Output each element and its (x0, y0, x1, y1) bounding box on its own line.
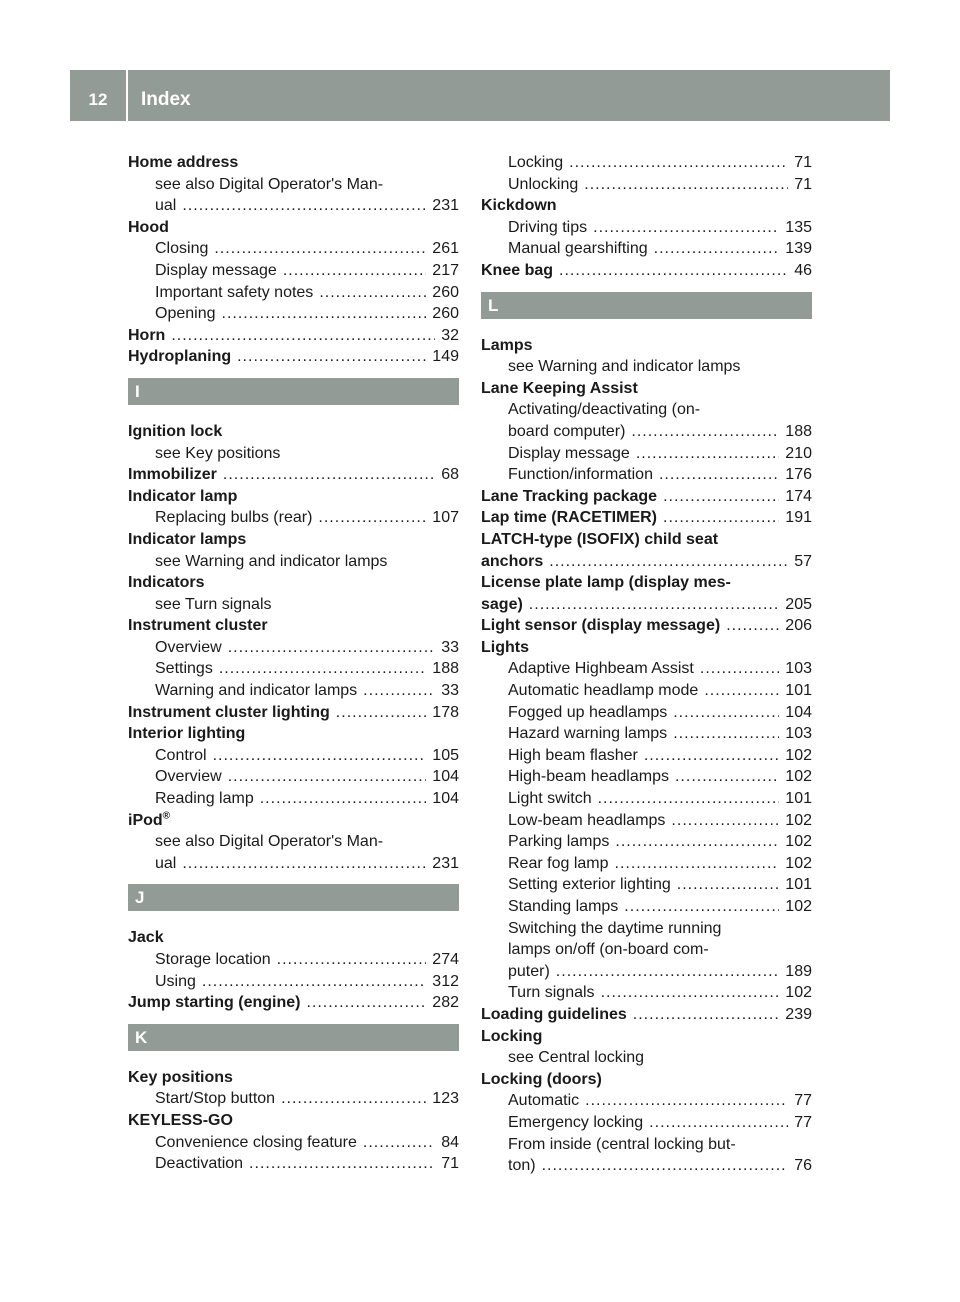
entry-label: Important safety notes (155, 283, 314, 301)
page-reference: 46 (794, 261, 812, 279)
page-reference: 139 (785, 240, 812, 258)
entry-label: Indicator lamp (128, 487, 238, 505)
dot-leader (223, 464, 435, 486)
entry-label: Manual gearshifting (508, 240, 648, 258)
header-divider (126, 70, 128, 121)
dot-leader (663, 486, 779, 508)
entry-label: Storage location (155, 951, 271, 968)
index-entry (128, 1110, 459, 1132)
entry-label: see Key positions (155, 444, 281, 462)
index-subentry (481, 810, 812, 832)
dot-leader (631, 421, 779, 443)
dot-leader (260, 788, 427, 810)
entry-label: Immobilizer (128, 466, 217, 484)
page-reference: 191 (785, 509, 812, 527)
index-subentry (481, 152, 812, 174)
index-subentry (481, 238, 812, 260)
dot-leader (649, 1112, 788, 1134)
index-subentry (128, 195, 459, 217)
dot-leader (700, 658, 779, 680)
entry-label: Locking (508, 154, 564, 171)
dot-leader (633, 1004, 780, 1026)
entry-label: Instrument cluster (128, 617, 268, 635)
entry-label: Driving tips (508, 218, 588, 236)
entry-label: License plate lamp (display mes- (481, 574, 731, 592)
dot-leader (559, 260, 788, 282)
index-subentry (481, 745, 812, 767)
index-subentry (128, 260, 459, 282)
index-entry (481, 1004, 812, 1026)
index-subentry (481, 1090, 812, 1112)
index-subentry (481, 896, 812, 918)
dot-leader (171, 325, 435, 347)
entry-label: Warning and indicator lamps (155, 682, 358, 700)
entry-label: Instrument cluster lighting (128, 703, 330, 721)
index-entry (128, 927, 459, 949)
dot-leader (228, 637, 436, 659)
dot-leader (585, 1090, 788, 1112)
page-reference: 84 (441, 1133, 459, 1151)
dot-leader (569, 152, 788, 174)
index-entry (128, 572, 459, 594)
page-number: 12 (88, 90, 108, 109)
entry-label: Standing lamps (508, 898, 619, 915)
dot-leader (336, 702, 427, 724)
dot-leader (237, 346, 426, 368)
section-header-letter: L (481, 292, 812, 319)
index-subentry (481, 982, 812, 1004)
entry-label: Automatic (508, 1092, 580, 1110)
entry-label: ton) (508, 1157, 536, 1175)
entry-label: Locking (doors) (481, 1070, 602, 1088)
page-reference: 102 (785, 984, 812, 1002)
page-reference: 32 (441, 326, 459, 344)
dot-leader (363, 680, 435, 702)
page-reference: 102 (785, 854, 812, 872)
entry-label: Adaptive Highbeam Assist (508, 660, 694, 678)
page-reference: 102 (785, 833, 812, 851)
dot-leader (726, 615, 779, 637)
index-subentry (128, 853, 459, 875)
registered-mark: ® (162, 810, 171, 822)
entry-label: Reading lamp (155, 790, 254, 808)
index-subentry (481, 658, 812, 680)
entry-label: Fogged up headlamps (508, 703, 668, 721)
entry-label: see also Digital Operator's Man- (155, 833, 384, 851)
page-reference: 33 (441, 638, 459, 656)
page-reference: 178 (432, 703, 459, 721)
page-reference: 174 (785, 487, 812, 505)
index-subentry (128, 1088, 459, 1110)
index-entry (128, 1067, 459, 1089)
page-reference: 188 (785, 422, 812, 440)
page-reference: 231 (432, 197, 459, 215)
entry-label: Lamps (481, 336, 533, 354)
entry-label: Overview (155, 638, 222, 656)
index-subentry (128, 443, 459, 465)
dot-leader (663, 507, 779, 529)
entry-label: Replacing bulbs (rear) (155, 509, 313, 527)
index-subentry (128, 303, 459, 325)
index-subentry (481, 788, 812, 810)
entry-label: sage) (481, 595, 523, 613)
index-entry (128, 152, 459, 174)
index-entry (481, 378, 812, 400)
entry-label: LATCH-type (ISOFIX) child seat (481, 530, 719, 548)
index-subentry (481, 1047, 812, 1069)
index-subentry (481, 443, 812, 465)
entry-label: Setting exterior lighting (508, 876, 671, 894)
dot-leader (556, 961, 780, 983)
page-reference: 217 (432, 261, 459, 279)
page-reference: 71 (794, 175, 812, 193)
dot-leader (213, 745, 427, 767)
entry-label: Home address (128, 154, 239, 171)
dot-leader (654, 238, 780, 260)
index-subentry (128, 594, 459, 616)
index-subentry (128, 788, 459, 810)
dot-leader (318, 507, 426, 529)
page-reference: 76 (794, 1157, 812, 1175)
index-entry (481, 1069, 812, 1091)
entry-label: see Central locking (508, 1049, 645, 1067)
page-reference: 210 (785, 444, 812, 462)
dot-leader (281, 1088, 426, 1110)
index-subentry (481, 702, 812, 724)
page-reference: 104 (432, 768, 459, 786)
index-subentry (128, 745, 459, 767)
page-reference: 102 (785, 811, 812, 829)
page-reference: 103 (785, 660, 812, 678)
dot-leader (671, 810, 779, 832)
index-subentry (128, 971, 459, 993)
entry-label: Loading guidelines (481, 1005, 627, 1023)
dot-leader (222, 303, 427, 325)
index-entry (128, 421, 459, 443)
index-entry (128, 615, 459, 637)
index-entry (481, 507, 812, 529)
index-subentry (481, 399, 812, 421)
entry-label: ual (155, 197, 177, 215)
page-reference: 103 (785, 725, 812, 743)
index-subentry (481, 1134, 812, 1156)
index-entry (128, 486, 459, 508)
index-subentry (481, 464, 812, 486)
section-header-letter: J (128, 884, 459, 911)
index-subentry (481, 831, 812, 853)
entry-label: Horn (128, 326, 166, 344)
entry-label: Hydroplaning (128, 348, 232, 366)
index-subentry (481, 356, 812, 378)
entry-label: Key positions (128, 1068, 233, 1086)
index-entry (481, 260, 812, 282)
index-subentry (481, 680, 812, 702)
page-reference: 135 (785, 218, 812, 236)
index-entry (128, 702, 459, 724)
entry-label: Interior lighting (128, 725, 246, 743)
dot-leader (529, 594, 780, 616)
index-entry (128, 464, 459, 486)
entry-label: Low-beam headlamps (508, 811, 666, 829)
index-subentry (128, 766, 459, 788)
dot-leader (228, 766, 427, 788)
index-subentry (481, 918, 812, 940)
entry-label: anchors (481, 552, 544, 570)
page-reference: 149 (432, 348, 459, 366)
dot-leader (659, 464, 779, 486)
page-reference: 77 (794, 1113, 812, 1131)
entry-label: board computer) (508, 422, 626, 440)
entry-label: iPod® (128, 810, 171, 829)
index-entry (128, 346, 459, 368)
dot-leader (704, 680, 779, 702)
entry-label: Hazard warning lamps (508, 725, 668, 743)
dot-leader (673, 723, 779, 745)
index-subentry (481, 1155, 812, 1177)
page-reference: 77 (794, 1092, 812, 1110)
entry-label: Ignition lock (128, 422, 223, 440)
index-entry (481, 594, 812, 616)
entry-label: Lights (481, 638, 529, 656)
index-entry (481, 195, 812, 217)
entry-label: lamps on/off (on-board com- (508, 941, 709, 959)
section-header-letter: K (128, 1024, 459, 1051)
page-reference: 107 (432, 509, 459, 527)
entry-label: Emergency locking (508, 1113, 644, 1131)
index-subentry (128, 680, 459, 702)
entry-label: Deactivation (155, 1155, 244, 1173)
page-reference: 33 (441, 682, 459, 700)
page-reference: 101 (785, 682, 812, 700)
entry-label: High-beam headlamps (508, 768, 669, 786)
index-entry (481, 572, 812, 594)
page-header (70, 70, 890, 121)
index-column-right (481, 152, 812, 1177)
index-subentry (128, 238, 459, 260)
entry-label: KEYLESS-GO (128, 1111, 233, 1129)
entry-label: Knee bag (481, 261, 554, 279)
page-reference: 312 (432, 972, 459, 990)
index-column-left (128, 152, 459, 1175)
dot-leader (615, 831, 779, 853)
dot-leader (675, 766, 779, 788)
dot-leader (673, 702, 779, 724)
dot-leader (593, 217, 779, 239)
index-subentry (128, 551, 459, 573)
entry-label: Activating/deactivating (on- (508, 401, 701, 419)
page-reference: 101 (785, 876, 812, 894)
dot-leader (283, 260, 426, 282)
page-reference: 260 (432, 305, 459, 323)
dot-leader (277, 949, 427, 971)
page-reference: 102 (785, 768, 812, 786)
entry-label: Display message (508, 444, 630, 462)
page-reference: 260 (432, 283, 459, 301)
dot-leader (249, 1153, 435, 1175)
index-entry (128, 325, 459, 347)
dot-leader (677, 874, 780, 896)
index-entry (481, 637, 812, 659)
page-reference: 57 (794, 552, 812, 570)
dot-leader (363, 1132, 435, 1154)
entry-label: From inside (central locking but- (508, 1135, 736, 1153)
entry-label: see Warning and indicator lamps (508, 358, 741, 376)
entry-label: Automatic headlamp mode (508, 682, 699, 700)
index-subentry (128, 507, 459, 529)
index-entry (481, 615, 812, 637)
index-entry (481, 551, 812, 573)
index-subentry (481, 939, 812, 961)
dot-leader (601, 982, 780, 1004)
index-entry (128, 992, 459, 1014)
entry-label: puter) (508, 962, 550, 980)
entry-label: Light switch (508, 790, 592, 808)
entry-label: Light sensor (display message) (481, 617, 721, 635)
entry-label: Turn signals (508, 984, 595, 1002)
page-reference: 188 (432, 660, 459, 678)
entry-label: Overview (155, 768, 222, 786)
entry-label: Convenience closing feature (155, 1133, 357, 1151)
index-subentry (128, 949, 459, 971)
entry-label: see Warning and indicator lamps (155, 552, 388, 570)
entry-label: Indicators (128, 574, 205, 592)
page-reference: 101 (785, 790, 812, 808)
entry-label: Hood (128, 218, 169, 236)
entry-label: Settings (155, 660, 213, 678)
index-subentry (481, 874, 812, 896)
index-subentry (481, 723, 812, 745)
index-subentry (481, 421, 812, 443)
entry-label: Lane Keeping Assist (481, 379, 638, 397)
page-reference: 274 (432, 951, 459, 968)
entry-label: Opening (155, 305, 216, 323)
page-reference: 176 (785, 466, 812, 484)
page-reference: 68 (441, 466, 459, 484)
dot-leader (219, 658, 426, 680)
dot-leader (182, 853, 426, 875)
index-subentry (128, 174, 459, 196)
page-reference: 105 (432, 746, 459, 764)
dot-leader (182, 195, 426, 217)
page-reference: 206 (785, 617, 812, 635)
index-subentry (481, 853, 812, 875)
entry-label: Lane Tracking package (481, 487, 658, 505)
index-entry (481, 335, 812, 357)
dot-leader (202, 971, 426, 993)
entry-label: Function/information (508, 466, 653, 484)
dot-leader (214, 238, 426, 260)
page-title: Index (141, 89, 191, 110)
index-subentry (128, 1153, 459, 1175)
dot-leader (542, 1155, 789, 1177)
page-reference: 123 (432, 1090, 459, 1108)
index-subentry (128, 637, 459, 659)
index-entry (481, 529, 812, 551)
entry-label: see also Digital Operator's Man- (155, 175, 384, 193)
index-subentry (128, 1132, 459, 1154)
entry-label: Display message (155, 261, 277, 279)
index-subentry (128, 658, 459, 680)
page-reference: 71 (794, 154, 812, 171)
section-header-letter: I (128, 378, 459, 405)
dot-leader (624, 896, 779, 918)
index-subentry (481, 766, 812, 788)
index-subentry (128, 282, 459, 304)
dot-leader (584, 174, 788, 196)
index-entry (128, 217, 459, 239)
dot-leader (615, 853, 780, 875)
index-entry (128, 529, 459, 551)
index-entry (481, 486, 812, 508)
entry-label: Locking (481, 1027, 543, 1045)
index-subentry (481, 1112, 812, 1134)
entry-label: ual (155, 854, 177, 872)
entry-label: Switching the daytime running (508, 919, 722, 937)
entry-label: High beam flasher (508, 746, 638, 764)
index-entry (128, 723, 459, 745)
dot-leader (598, 788, 780, 810)
page-reference: 282 (432, 994, 459, 1012)
index-subentry (481, 174, 812, 196)
index-subentry (481, 217, 812, 239)
index-subentry (481, 961, 812, 983)
page-reference: 104 (785, 703, 812, 721)
entry-label: Lap time (RACETIMER) (481, 509, 657, 527)
dot-leader (636, 443, 779, 465)
page-reference: 102 (785, 746, 812, 764)
entry-label: Start/Stop button (155, 1090, 276, 1108)
entry-label: Closing (155, 240, 209, 258)
page-reference: 261 (432, 240, 459, 258)
entry-label: Parking lamps (508, 833, 610, 851)
entry-label: Jump starting (engine) (128, 994, 301, 1012)
entry-label: Using (155, 972, 196, 990)
dot-leader (319, 282, 426, 304)
entry-label: Unlocking (508, 175, 579, 193)
entry-label: Jack (128, 929, 164, 947)
dot-leader (644, 745, 779, 767)
page-reference: 239 (785, 1005, 812, 1023)
dot-leader (549, 551, 788, 573)
entry-label: see Turn signals (155, 595, 272, 613)
page-reference: 71 (441, 1155, 459, 1173)
entry-label: Rear fog lamp (508, 854, 609, 872)
page-reference: 205 (785, 595, 812, 613)
index-entry (481, 1026, 812, 1048)
entry-label: Control (155, 746, 207, 764)
page-reference: 104 (432, 790, 459, 808)
index-subentry (128, 831, 459, 853)
entry-label: Indicator lamps (128, 530, 247, 548)
page-reference: 189 (785, 962, 812, 980)
index-entry (128, 810, 459, 832)
entry-label: Kickdown (481, 197, 557, 215)
dot-leader (306, 992, 426, 1014)
page-reference: 231 (432, 854, 459, 872)
page-reference: 102 (785, 898, 812, 915)
